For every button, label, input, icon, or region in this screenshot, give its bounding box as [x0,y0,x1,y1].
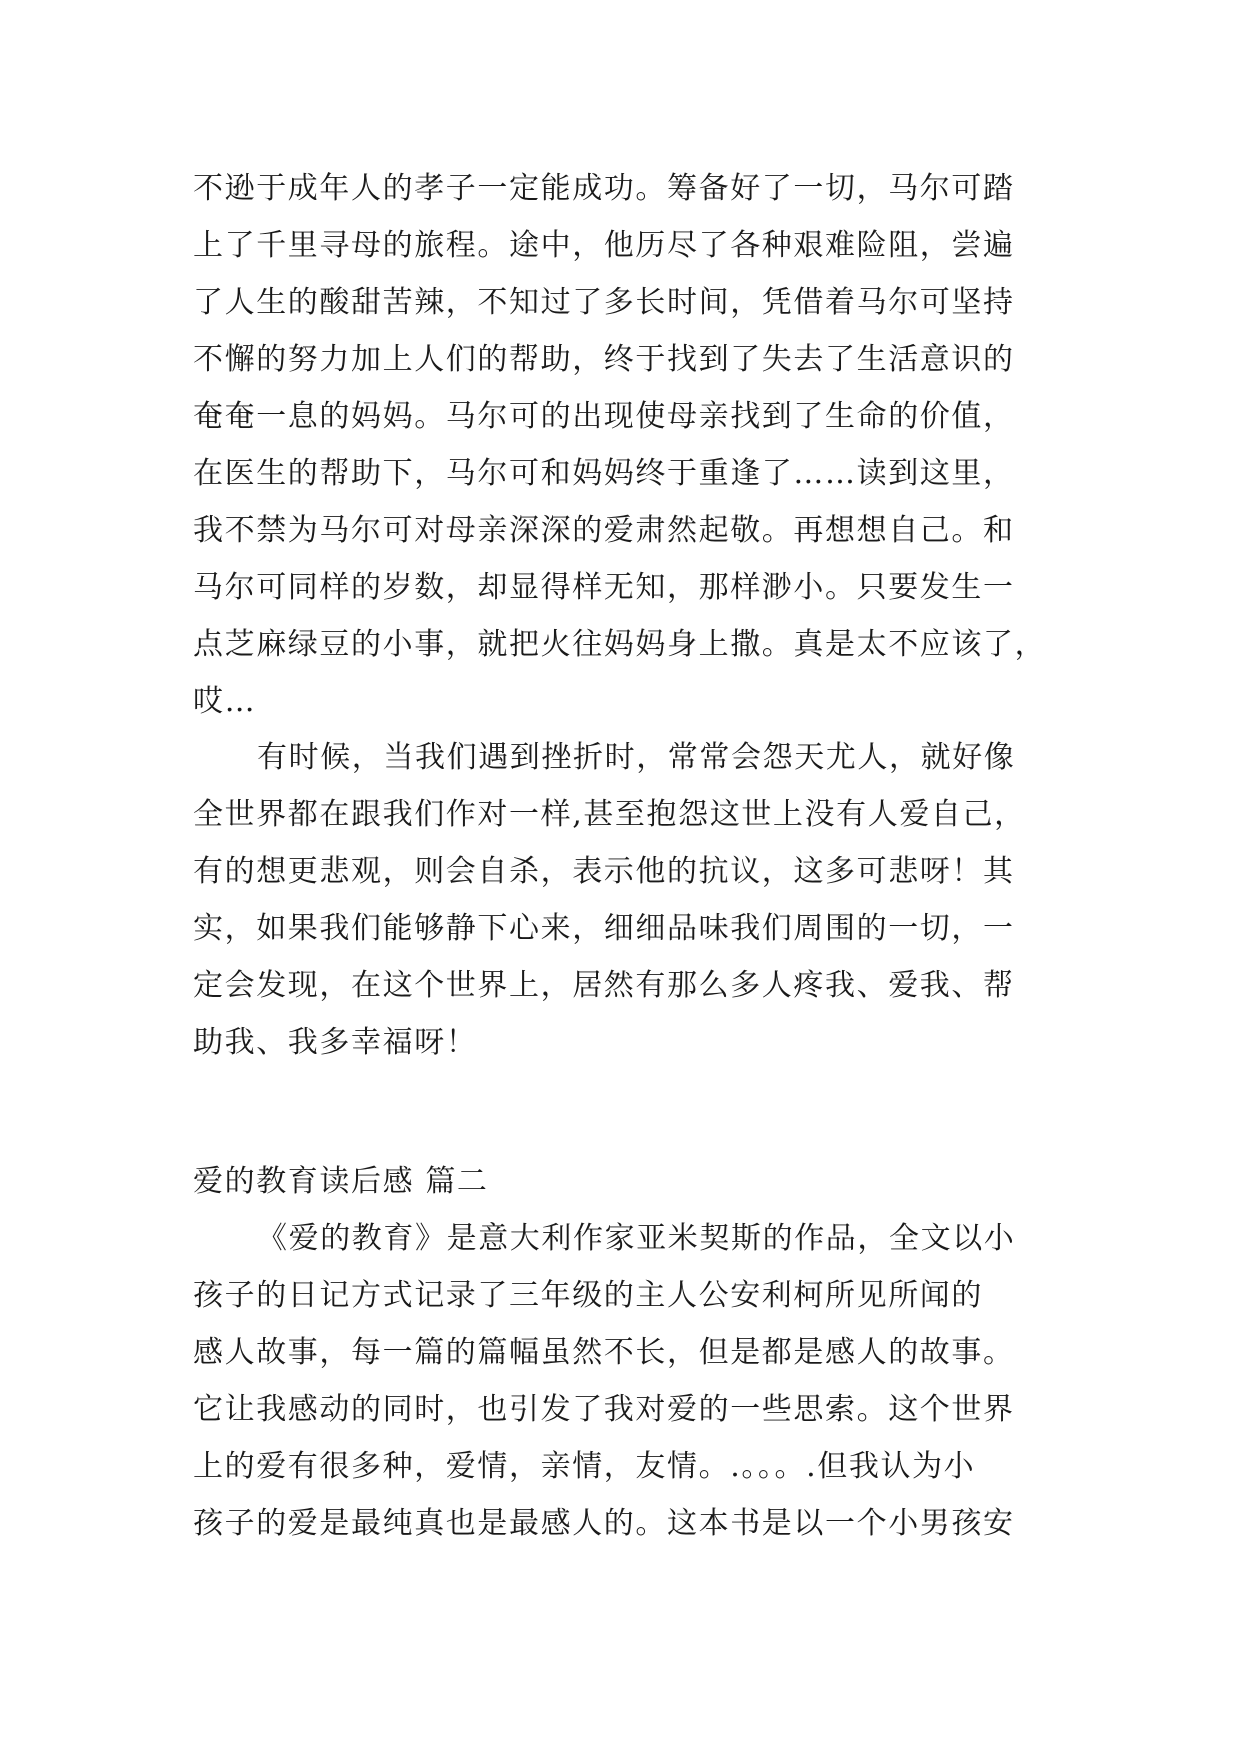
text-line-indented: 有时候，当我们遇到挫折时，常常会怨天尤人，就好像 [257,740,1016,775]
section-heading: 爱的教育读后感 篇二 [193,1164,489,1199]
text-line: 孩子的爱是最纯真也是最感人的。这本书是以一个小男孩安 [193,1506,1015,1541]
text-line: 实，如果我们能够静下心来，细细品味我们周围的一切，一 [193,911,1015,946]
text-line: 有的想更悲观，则会自杀，表示他的抗议，这多可悲呀！其 [193,854,1015,889]
paragraph-continued [193,160,1073,730]
paragraph-section-two [193,1210,1073,1552]
text-line: 上了千里寻母的旅程。途中，他历尽了各种艰难险阻，尝遍 [193,228,1015,263]
paragraph-reflection [193,729,1073,1071]
text-line: 感人故事，每一篇的篇幅虽然不长，但是都是感人的故事。 [193,1335,1015,1370]
text-line: 助我、我多幸福呀！ [193,1025,478,1060]
text-line: 上的爱有很多种，爱情，亲情，友情。.。。。.但我认为小 [193,1449,976,1484]
text-line: 全世界都在跟我们作对一样,甚至抱怨这世上没有人爱自己， [193,797,1026,832]
text-line: 不逊于成年人的孝子一定能成功。筹备好了一切，马尔可踏 [193,171,1015,206]
text-line: 它让我感动的同时，也引发了我对爱的一些思索。这个世界 [193,1392,1015,1427]
text-line: 不懈的努力加上人们的帮助，终于找到了失去了生活意识的 [193,342,1015,377]
text-line: 孩子的日记方式记录了三年级的主人公安利柯所见所闻的 [193,1278,983,1313]
text-line: 哎… [193,684,257,719]
text-line: 我不禁为马尔可对母亲深深的爱肃然起敬。再想想自己。和 [193,513,1015,548]
text-line-indented: 《爱的教育》是意大利作家亚米契斯的作品，全文以小 [257,1221,1016,1256]
text-line: 了人生的酸甜苦辣，不知过了多长时间，凭借着马尔可坚持 [193,285,1015,320]
text-line: 点芝麻绿豆的小事，就把火往妈妈身上撒。真是太不应该了， [193,627,1047,662]
text-line: 在医生的帮助下，马尔可和妈妈终于重逢了……读到这里， [193,456,1015,491]
text-line: 奄奄一息的妈妈。马尔可的出现使母亲找到了生命的价值， [193,399,1015,434]
text-line: 定会发现，在这个世界上，居然有那么多人疼我、爱我、帮 [193,968,1015,1003]
text-line: 马尔可同样的岁数，却显得样无知，那样渺小。只要发生一 [193,570,1015,605]
